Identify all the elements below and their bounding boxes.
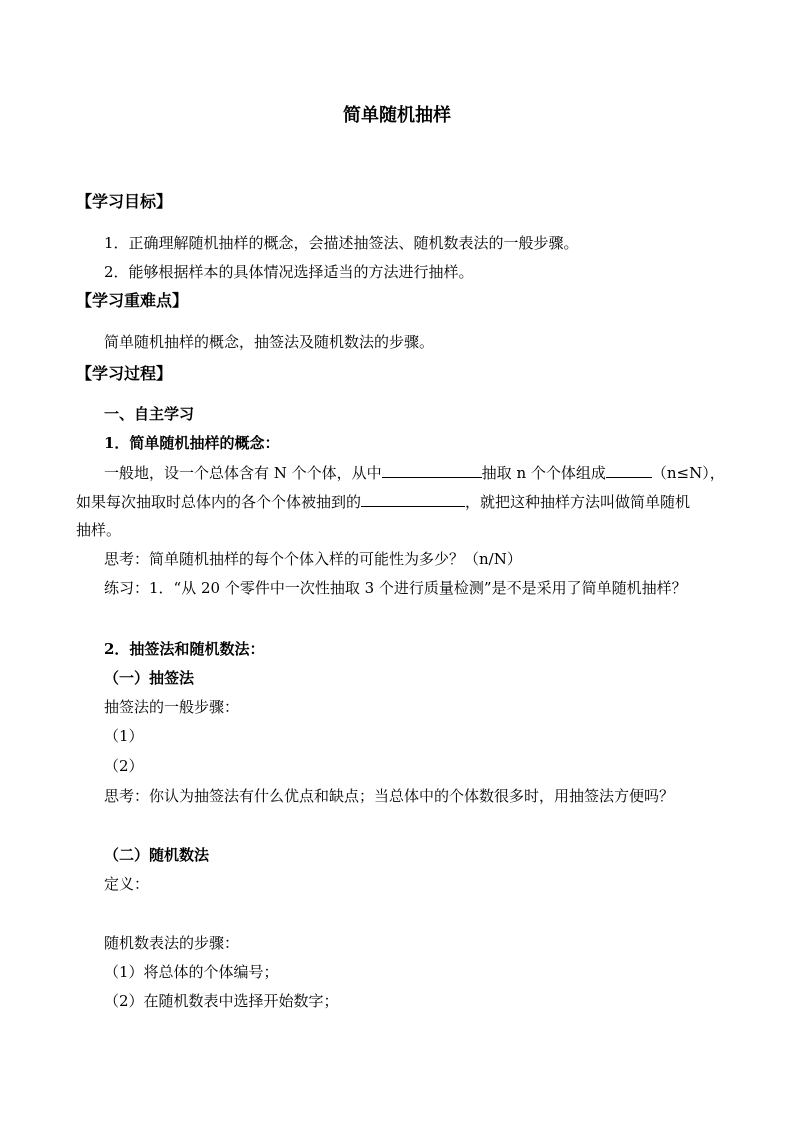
methods-heading: 2．抽签法和随机数法： bbox=[104, 640, 265, 658]
concept-line-3: 抽样。 bbox=[76, 521, 122, 539]
fill-blank-2[interactable] bbox=[606, 462, 652, 478]
think-1: 思考：简单随机抽样的每个个体入样的可能性为多少？（n/N） bbox=[104, 550, 522, 568]
lottery-step-2: （2） bbox=[104, 757, 144, 775]
heading-goals: 【学习目标】 bbox=[76, 192, 173, 211]
think-2: 思考：你认为抽签法有什么优点和缺点；当总体中的个体数很多时，用抽签法方便吗？ bbox=[104, 787, 675, 805]
random-step-2: （2）在随机数表中选择开始数字； bbox=[104, 992, 339, 1010]
concept-line-1 bbox=[104, 462, 725, 483]
fill-blank-3[interactable] bbox=[361, 491, 465, 507]
random-heading: （二）随机数法 bbox=[104, 846, 210, 864]
random-step-1: （1）将总体的个体编号； bbox=[104, 963, 279, 981]
goal-item-2: 2．能够根据样本的具体情况选择适当的方法进行抽样。 bbox=[104, 263, 474, 281]
lottery-heading: （一）抽签法 bbox=[104, 669, 195, 687]
page-title: 简单随机抽样 bbox=[343, 105, 451, 126]
concept-line1-part-c: （n≤N）， bbox=[651, 464, 725, 482]
concept-line-2 bbox=[76, 491, 690, 512]
definition-label: 定义： bbox=[104, 875, 150, 893]
concept-line1-part-b: 抽取 n 个个体组成 bbox=[481, 464, 606, 482]
goal-item-1: 1．正确理解随机抽样的概念，会描述抽签法、随机数表法的一般步骤。 bbox=[104, 234, 579, 252]
part1-heading: 一、自主学习 bbox=[104, 405, 195, 423]
concept-heading: 1．简单随机抽样的概念： bbox=[104, 434, 280, 452]
fill-blank-1[interactable] bbox=[382, 462, 482, 478]
practice-1: 练习：1．“从 20 个零件中一次性抽取 3 个进行质量检测”是不是采用了简单随机抽样？ bbox=[104, 579, 687, 597]
lottery-step-1: （1） bbox=[104, 727, 144, 745]
key-points-text: 简单随机抽样的概念，抽签法及随机数法的步骤。 bbox=[104, 333, 435, 351]
random-steps-label: 随机数表法的步骤： bbox=[104, 934, 240, 952]
concept-line1-part-a: 一般地，设一个总体含有 N 个个体，从中 bbox=[104, 464, 382, 482]
heading-process: 【学习过程】 bbox=[76, 364, 173, 383]
heading-key-points: 【学习重难点】 bbox=[76, 291, 189, 310]
lottery-steps-label: 抽签法的一般步骤： bbox=[104, 698, 240, 716]
concept-line2-part-a: 如果每次抽取时总体内的各个个体被抽到的 bbox=[76, 493, 362, 511]
concept-line2-part-b: ，就把这种抽样方法叫做简单随机 bbox=[465, 493, 691, 511]
